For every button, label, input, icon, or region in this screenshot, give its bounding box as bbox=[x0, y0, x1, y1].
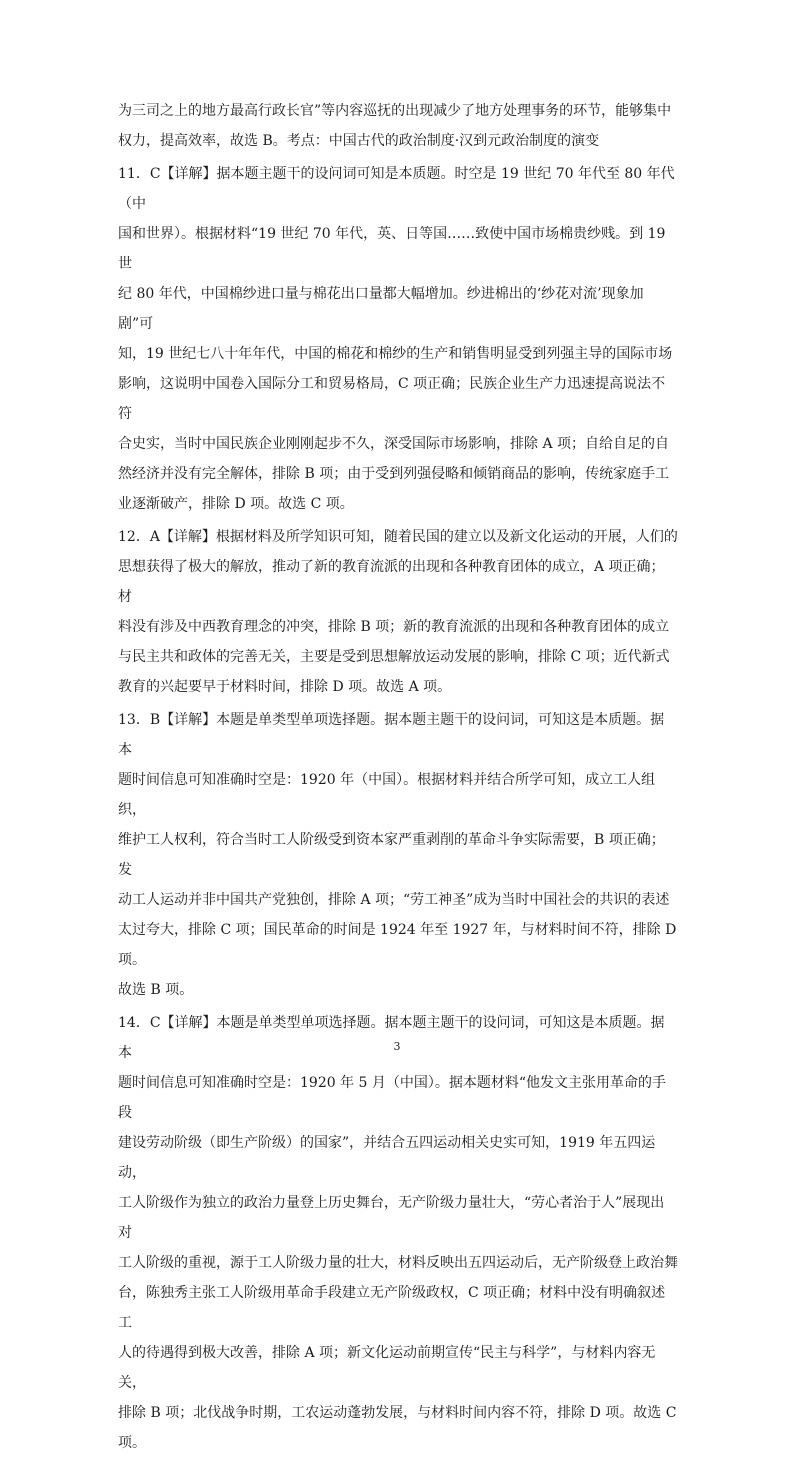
document-body bbox=[118, 96, 678, 1458]
answer-11-explanation: 11．C【详解】据本题主题干的设问词可知是本质题。时空是 19 世纪 70 年代至 80 年代（中 国和世界）。根据材料“19 世纪 70 年代，英、日等国……致使中国市场棉贵纱贱。到 19 世 纪 80 年代，中国棉纱进口量与棉花出口量都大幅增加。纱进棉出的‘纱花对流’现象加剧”可 知，19 世纪七八十年年代，中国的棉花和棉纱的生产和销售明显受到列强主导的国际市场 影响，这说明中国卷入国际分工和贸易格局，C 项正确；民族企业生产力迅速提高说法不符 合史实，当时中国民族企业刚刚起步不久，深受国际市场影响，排除 A 项；自给自足的自 然经济并没有完全解体，排除 B 项；由于受到列强侵略和倾销商品的影响，传统家庭手工 业逐渐破产，排除 D 项。故选 C 项。 bbox=[118, 166, 675, 512]
answer-13-explanation: 13．B【详解】本题是单类型单项选择题。据本题主题干的设问词，可知这是本质题。据本 题时间信息可知准确时空是：1920 年（中国）。根据材料并结合所学可知，成立工人组织， 维护工人权利，符合当时工人阶级受到资本家严重剥削的革命斗争实际需要，B 项正确；发 动工人运动并非中国共产党独创，排除 A 项；“劳工神圣”成为当时中国社会的共识的表述 太过夸大，排除 C 项；国民革命的时间是 1924 年至 1927 年，与材料时间不符，排除 D 项。 故选 B 项。 bbox=[118, 712, 677, 998]
page-number: 3 bbox=[393, 1040, 401, 1053]
answer-14-explanation: 14．C【详解】本题是单类型单项选择题。据本题主题干的设问词，可知这是本质题。据本 题时间信息可知准确时空是：1920 年 5 月（中国）。据本题材料“他发文主张用革命的手段 建设劳动阶级（即生产阶级）的国家”，并结合五四运动相关史实可知，1919 年五四运动， 工人阶级作为独立的政治力量登上历史舞台，无产阶级力量壮大，“劳心者治于人”展现出对 工人阶级的重视，源于工人阶级力量的壮大，材料反映出五四运动后，无产阶级登上政治舞 台，陈独秀主张工人阶级用革命手段建立无产阶级政权，C 项正确；材料中没有明确叙述工 人的待遇得到极大改善，排除 A 项；新文化运动前期宣传“民主与科学”，与材料内容无关， 排除 B 项；北伐战争时期，工农运动蓬勃发展，与材料时间内容不符，排除 D 项。故选 C 项。 bbox=[118, 1015, 678, 1451]
answer-12-explanation: 12．A【详解】根据材料及所学知识可知，随着民国的建立以及新文化运动的开展，人们的 思想获得了极大的解放，推动了新的教育流派的出现和各种教育团体的成立，A 项正确；材 料没有涉及中西教育理念的冲突，排除 B 项；新的教育流派的出现和各种教育团体的成立 与民主共和政体的完善无关，主要是受到思想解放运动发展的影响，排除 C 项；近代新式 教育的兴起要早于材料时间，排除 D 项。故选 A 项。 bbox=[118, 529, 678, 695]
paragraph-continuation: 为三司之上的地方最高行政长官”等内容巡抚的出现减少了地方处理事务的环节，能够集中 权力，提高效率，故选 B。考点：中国古代的政治制度·汉到元政治制度的演变 bbox=[118, 103, 672, 149]
